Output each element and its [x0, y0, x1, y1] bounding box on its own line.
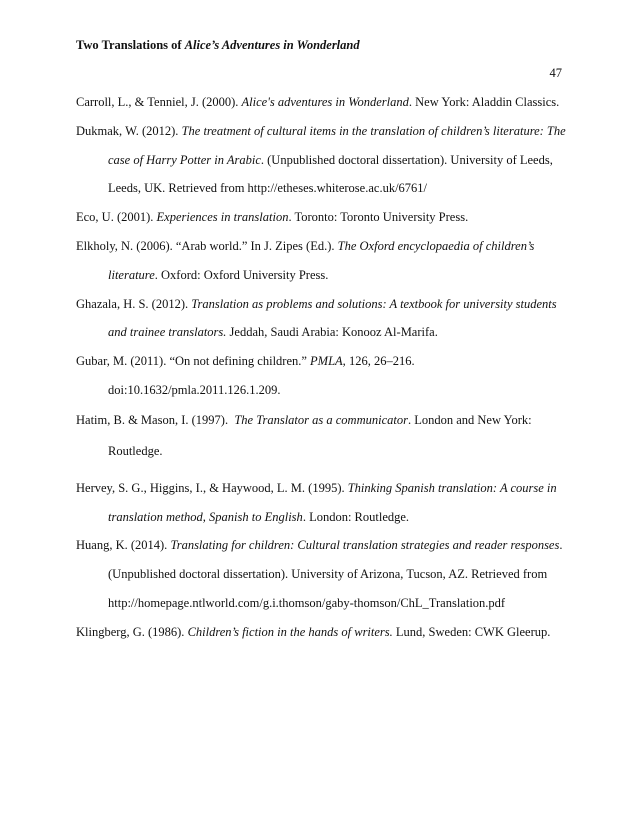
reference-text: Klingberg, G. (1986).: [76, 624, 188, 639]
reference-list: [76, 88, 568, 647]
reference-text: . London: Routledge.: [302, 509, 410, 524]
reference-text: Lund, Sweden: CWK Gleerup.: [392, 624, 551, 639]
reference-title: Children’s fiction in the hands of writers.: [187, 624, 393, 639]
reference-text: Jeddah, Saudi Arabia: Konooz Al-Marifa.: [226, 325, 438, 340]
reference-title: The Oxford encyclopaedia of children’s literature: [108, 238, 538, 282]
running-head-title: Alice’s Adventures in Wonderland: [184, 38, 360, 52]
reference-text: Gubar, M. (2011). “On not defining children.”: [76, 354, 311, 369]
reference-entry: [76, 88, 568, 117]
reference-title: The treatment of cultural items in the translation of children’s literature: The case of Harry Potter in Arabic: [108, 123, 569, 167]
reference-entry: [76, 232, 568, 290]
reference-entry: [76, 531, 568, 617]
reference-title: Alice's adventures in Wonderland: [241, 95, 409, 109]
reference-title: Translating for children: Cultural translation strategies and reader responses: [170, 538, 560, 553]
running-head: [76, 38, 360, 53]
reference-text: . Oxford: Oxford University Press.: [154, 267, 329, 282]
reference-entry: [76, 203, 568, 232]
reference-text: . New York: Aladdin Classics.: [408, 95, 560, 109]
reference-text: . (Unpublished doctoral dissertation). University of Arizona, Tucson, AZ. Retrieved from http://homepage.ntlworld.com/g.i.thomson/gaby-thomson/ChL_Translation.pdf: [108, 538, 566, 610]
reference-title: PMLA,: [310, 354, 346, 369]
reference-text: Ghazala, H. S. (2012).: [76, 296, 192, 311]
reference-title: Thinking Spanish translation: A course in translation method, Spanish to English: [108, 480, 560, 524]
reference-entry: [76, 474, 568, 532]
reference-text: Dukmak, W. (2012).: [76, 123, 182, 138]
reference-text: Huang, K. (2014).: [76, 538, 171, 553]
reference-text: . London and New York: Routledge.: [108, 412, 535, 458]
reference-title: Experiences in translation: [156, 210, 289, 225]
reference-entry: [76, 290, 568, 348]
reference-text: Hervey, S. G., Higgins, I., & Haywood, L. M. (1995).: [76, 480, 348, 495]
reference-text: . (Unpublished doctoral dissertation). University of Leeds, Leeds, UK. Retrieved from http://etheses.whiterose.ac.uk/6761/: [108, 152, 556, 196]
reference-text: Hatim, B. & Mason, I. (1997).: [76, 412, 235, 427]
reference-text: Carroll, L., & Tenniel, J. (2000).: [76, 95, 242, 109]
reference-entry: [76, 405, 568, 467]
running-head-prefix: Two Translations of: [76, 38, 185, 52]
reference-text: 126, 26–216. doi:10.1632/pmla.2011.126.1.209.: [108, 354, 418, 397]
reference-entry: [76, 347, 568, 405]
reference-text: . Toronto: Toronto University Press.: [288, 210, 469, 225]
reference-title: Translation as problems and solutions: A textbook for university students and trainee translators.: [108, 296, 560, 340]
reference-text: Eco, U. (2001).: [76, 210, 157, 225]
reference-title: The Translator as a communicator: [234, 412, 408, 427]
reference-entry: [76, 117, 568, 203]
reference-entry: [76, 618, 568, 647]
reference-text: Elkholy, N. (2006). “Arab world.” In J. Zipes (Ed.).: [76, 238, 338, 253]
page-number: 47: [549, 66, 562, 80]
